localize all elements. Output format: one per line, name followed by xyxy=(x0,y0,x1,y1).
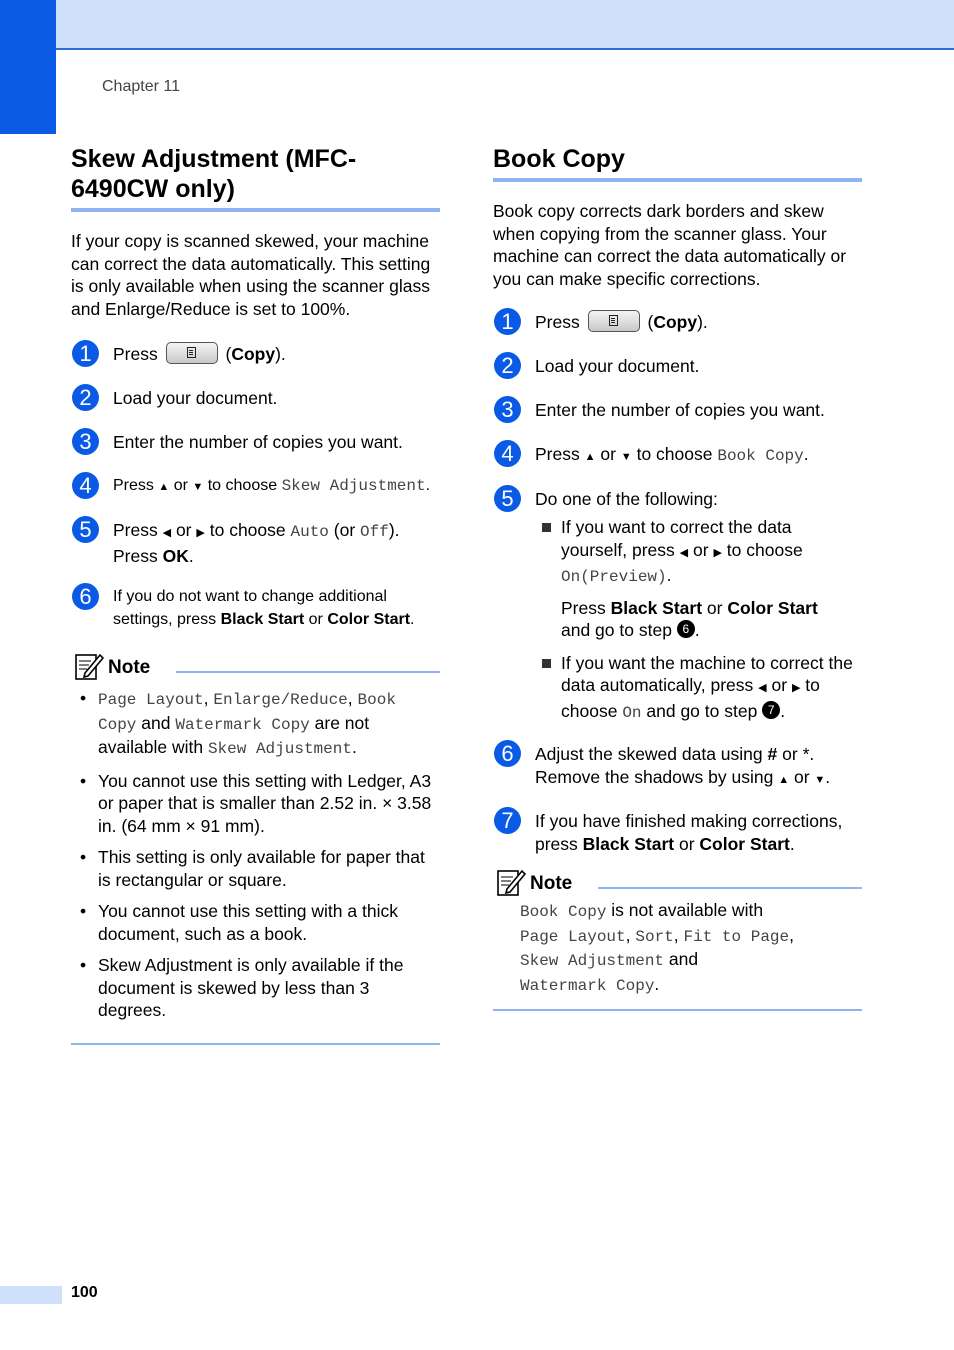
square-bullet-icon xyxy=(542,659,551,668)
note-text: Book Copy is not available with Page Layout, Sort, Fit to Page, Skew Adjustment and Watermark Copy. xyxy=(520,900,794,995)
square-bullet-icon xyxy=(542,523,551,532)
note-rule xyxy=(598,887,862,889)
note-rule xyxy=(176,671,440,673)
right-arrow-icon: ▶ xyxy=(791,682,801,694)
copy-button-icon xyxy=(166,342,218,364)
note-pencil-icon xyxy=(74,651,104,681)
header-band xyxy=(0,0,954,50)
step-number: 5 xyxy=(494,485,521,512)
section-intro: If your copy is scanned skewed, your machine can correct the data automatically. This setting is only available when using the scanner glass and Enlarge/Reduce is set to 100%. xyxy=(71,231,431,319)
left-arrow-icon: ◀ xyxy=(679,546,689,559)
sub-option-manual-action: Press Black Start or Color Start and go to step 6 . xyxy=(561,597,818,640)
up-arrow-icon: ▲ xyxy=(158,481,170,493)
step-number: 3 xyxy=(72,428,99,455)
up-arrow-icon: ▲ xyxy=(778,773,790,786)
note-item: • You cannot use this setting with Ledger, A3 or paper that is smaller than 2.52 in. × 3.58 in. (64 mm × 91 mm). xyxy=(71,770,440,838)
page-number: 100 xyxy=(71,1284,98,1301)
step-number: 6 xyxy=(494,740,521,767)
step-number: 3 xyxy=(494,396,521,423)
sub-option-manual: If you want to correct the data yourself, press ◀ or ▶ to choose On(Preview). xyxy=(535,516,862,589)
note-title: Note xyxy=(108,657,151,678)
right-arrow-icon: ▶ xyxy=(196,527,205,539)
step-7: 7 If you have finished making corrections, press Black Start or Color Start. xyxy=(493,807,862,855)
down-arrow-icon: ▼ xyxy=(192,481,204,493)
step-5: 5 Press ◀ or ▶ to choose Auto (or Off). Press OK. xyxy=(71,516,440,567)
section-intro: Book copy corrects dark borders and skew when copying from the scanner glass. Your machine can correct the data automatically or you can make specific corrections. xyxy=(493,201,847,289)
book-copy-section xyxy=(493,144,862,1011)
step-number: 1 xyxy=(72,340,99,367)
note-item: • You cannot use this setting with a thick document, such as a book. xyxy=(71,900,440,945)
step-reference: 6 xyxy=(677,620,695,638)
section-title: Skew Adjustment (MFC-6490CW only) xyxy=(71,144,440,212)
step-3: 3 Enter the number of copies you want. xyxy=(493,396,862,424)
step-number: 2 xyxy=(72,384,99,411)
step-4: 4 Press ▲ or ▼ to choose Skew Adjustment. xyxy=(71,472,440,500)
page-number-bar xyxy=(0,1286,62,1304)
step-4: 4 Press ▲ or ▼ to choose Book Copy. xyxy=(493,440,862,469)
step-3: 3 Enter the number of copies you want. xyxy=(71,428,440,456)
step-6: 6 If you do not want to change additional settings, press Black Start or Color Start. xyxy=(71,583,440,631)
step-1: 1 Press (Copy). xyxy=(493,308,862,336)
note-item: • Skew Adjustment is only available if the document is skewed by less than 3 degrees. xyxy=(71,954,440,1022)
skew-adjustment-section xyxy=(71,144,440,1045)
step-number: 7 xyxy=(494,807,521,834)
note-pencil-icon xyxy=(496,867,526,897)
step-1: 1 Press (Copy). xyxy=(71,340,440,368)
step-reference: 7 xyxy=(762,701,780,719)
step-number: 4 xyxy=(494,440,521,467)
note-box xyxy=(71,651,440,1045)
left-arrow-icon: ◀ xyxy=(758,682,767,694)
note-title: Note xyxy=(530,873,573,894)
note-box xyxy=(493,867,862,1011)
sub-option-auto: If you want the machine to correct the data automatically, press ◀ or ▶ to choose On and go to step 7 . xyxy=(535,652,862,725)
step-number: 1 xyxy=(494,308,521,335)
section-title: Book Copy xyxy=(493,144,862,182)
up-arrow-icon: ▲ xyxy=(584,451,596,463)
note-item: • This setting is only available for paper that is rectangular or square. xyxy=(71,846,440,891)
right-arrow-icon: ▶ xyxy=(713,546,722,559)
step-2: 2 Load your document. xyxy=(493,352,862,380)
left-arrow-icon: ◀ xyxy=(162,527,172,539)
step-number: 6 xyxy=(72,583,99,610)
down-arrow-icon: ▼ xyxy=(814,773,826,786)
note-item: • Page Layout, Enlarge/Reduce, Book Copy and Watermark Copy are not available with Skew Adjustment. xyxy=(71,687,440,761)
step-number: 4 xyxy=(72,472,99,499)
step-5: 5 Do one of the following: If you want to correct the data yourself, press ◀ or ▶ to choose On(Preview). Press Black Start or Color Start and go to step 6 . If you want the machine to correct the data automatically, press ◀ or ▶ to choose On and go to step 7 . xyxy=(493,485,862,725)
step-6: 6 Adjust the skewed data using # or *. Remove the shadows by using ▲ or ▼. xyxy=(493,740,862,791)
down-arrow-icon: ▼ xyxy=(620,451,632,463)
step-2: 2 Load your document. xyxy=(71,384,440,412)
step-number: 2 xyxy=(494,352,521,379)
step-number: 5 xyxy=(72,516,99,543)
chapter-label: Chapter 11 xyxy=(102,78,180,95)
copy-button-icon xyxy=(588,310,640,332)
chapter-tab xyxy=(0,0,56,134)
